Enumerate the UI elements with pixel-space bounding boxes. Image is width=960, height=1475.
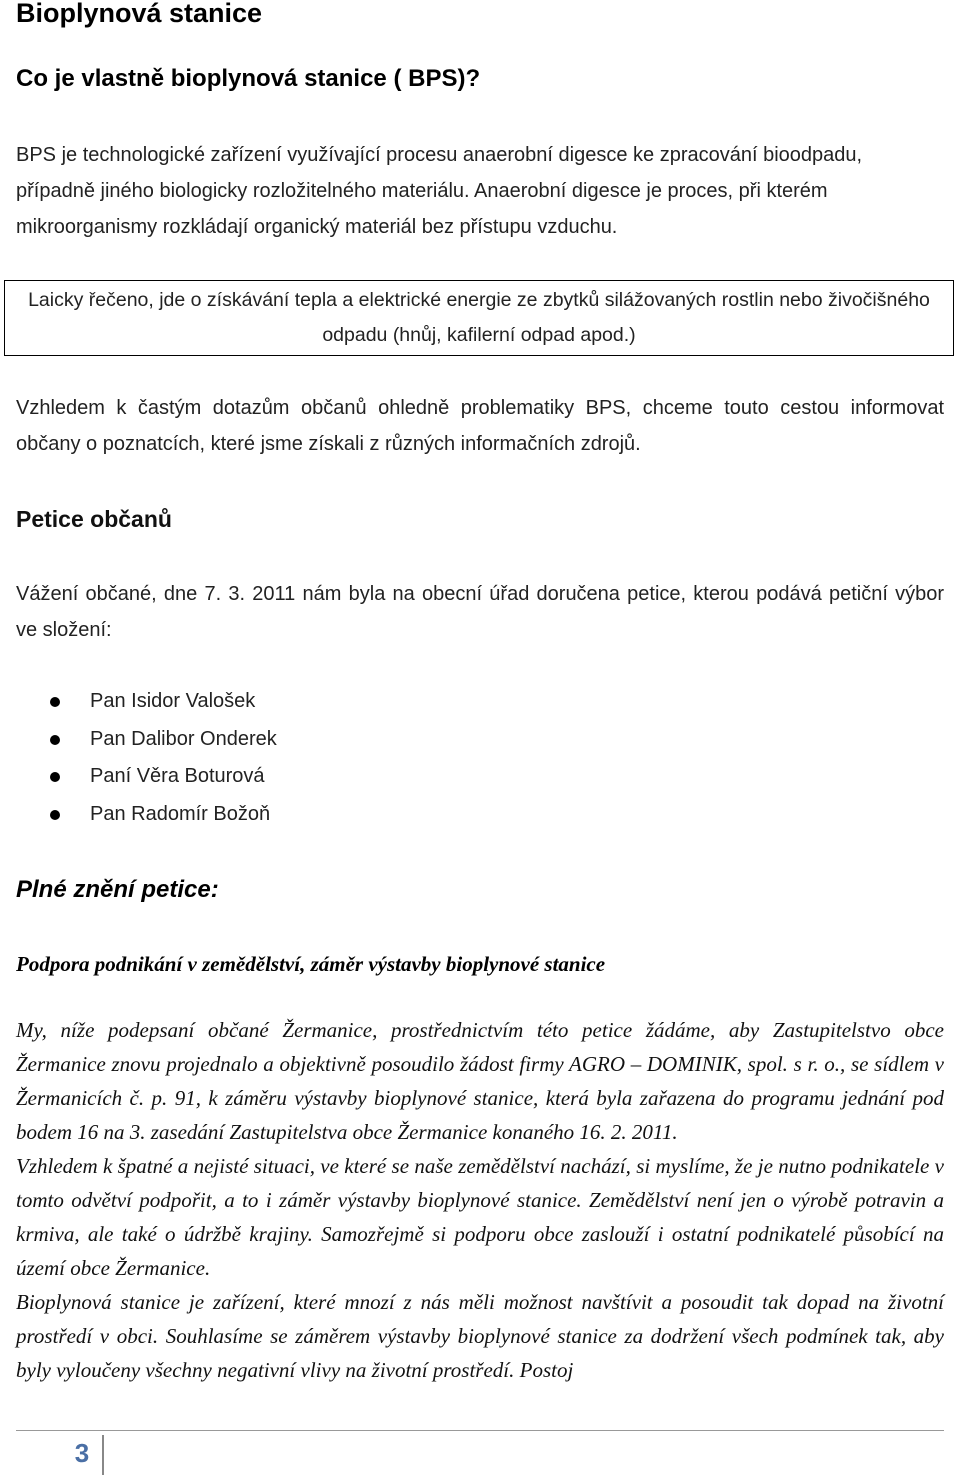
document-title: Bioplynová stanice: [16, 0, 263, 28]
list-item: [50, 796, 277, 834]
page-number: 3: [74, 1438, 90, 1468]
bullet-icon: [50, 772, 60, 782]
full-text-heading: Plné znění petice:: [16, 876, 219, 903]
committee-member: Pan Isidor Valošek: [90, 690, 256, 712]
petition-paragraph: Bioplynová stanice je zařízení, které mnozí z nás měli možnost navštívit a posoudit tak dopad na životní prostředí v obci. Souhlasíme se záměrem výstavby bioplynové stanice za dodržení všech podmínek tak, aby byly vyloučeny všechny negativní vlivy na životní prostředí. Postoj: [16, 1290, 944, 1382]
intro-paragraph: BPS je technologické zařízení využívající procesu anaerobní digesce ke zpracování bioodpadu, případně jiného biologicky rozložitelného materiálu. Anaerobní digesce je proces, při kterém mikroorganismy rozkládají organický materiál bez přístupu vzduchu.: [16, 144, 863, 238]
bullet-icon: [50, 810, 60, 820]
petition-body: [16, 1013, 944, 1387]
greeting-paragraph: Vážení občané, dne 7. 3. 2011 nám byla na obecní úřad doručena petice, kterou podává petiční výbor ve složení:: [16, 583, 944, 641]
committee-member: Paní Věra Boturová: [90, 765, 265, 787]
committee-member: Pan Dalibor Onderek: [90, 727, 277, 750]
petition-heading: Petice občanů: [16, 506, 172, 532]
concern-paragraph: Vzhledem k častým dotazům občanů ohledně problematiky BPS, chceme touto cestou informovat občany o poznatcích, které jsme získali z různých informačních zdrojů.: [16, 397, 944, 455]
page-number-divider: [102, 1435, 104, 1475]
footer-divider: [16, 1430, 944, 1431]
list-item: [50, 758, 277, 796]
committee-list: [50, 683, 277, 833]
section-subtitle: Co je vlastně bioplynová stanice ( BPS)?: [16, 65, 481, 92]
petition-title: Podpora podnikání v zemědělství, záměr výstavby bioplynové stanice: [16, 952, 606, 976]
bullet-icon: [50, 697, 60, 707]
callout-box: Laicky řečeno, jde o získávání tepla a elektrické energie ze zbytků silážovaných rostlin nebo živočišného odpadu (hnůj, kafilerní odpad apod.): [4, 280, 954, 356]
petition-paragraph: Vzhledem k špatné a nejisté situaci, ve které se naše zemědělství nachází, si myslíme, že je nutno podnikatele v tomto odvětví podpořit, a to i záměr výstavby bioplynové stanice. Zemědělství není jen o výrobě potravin a krmiva, ale také o údržbě krajiny. Samozřejmě si podporu obce zaslouží i ostatní podnikatelé působící na území obce Žermanice.: [16, 1154, 944, 1280]
list-item: [50, 683, 277, 721]
petition-paragraph: My, níže podepsaní občané Žermanice, prostřednictvím této petice žádáme, aby Zastupitelstvo obce Žermanice znovu projednalo a objektivně posoudilo žádost firmy AGRO – DOMINIK, spol. s r. o., se sídlem v Žermanicích č. p. 91, k záměru výstavby bioplynové stanice, která byla zařazena do programu jednání pod bodem 16 na 3. zasedání Zastupitelstva obce Žermanice konaného 16. 2. 2011.: [16, 1018, 944, 1144]
bullet-icon: [50, 735, 60, 745]
list-item: [50, 721, 277, 759]
committee-member: Pan Radomír Božoň: [90, 802, 271, 825]
